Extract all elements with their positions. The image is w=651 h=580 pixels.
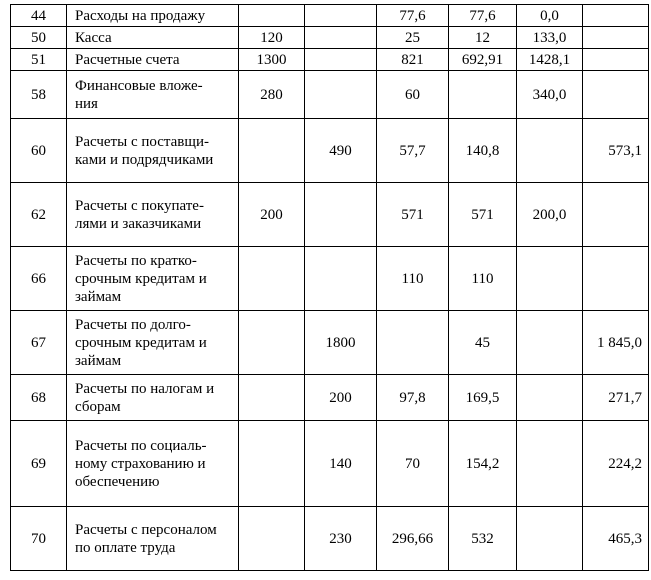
value-cell-c8: 1 845,0	[583, 311, 649, 375]
value-cell-c8: 271,7	[583, 375, 649, 421]
account-name-cell	[67, 311, 239, 375]
account-name-line: Расчеты с персоналом	[75, 521, 217, 538]
account-code-cell: 58	[11, 71, 67, 119]
value-cell-c4	[305, 27, 377, 49]
value-cell-c4	[305, 49, 377, 71]
account-code-cell: 69	[11, 421, 67, 507]
account-name-line: ному страхованию и	[75, 455, 206, 472]
value-cell-c5: 296,66	[377, 507, 449, 571]
value-cell-c6: 45	[449, 311, 517, 375]
account-name-cell	[67, 119, 239, 183]
account-name-line: по оплате труда	[75, 539, 176, 556]
value-cell-c6: 692,91	[449, 49, 517, 71]
table-row	[11, 311, 649, 375]
value-cell-c5: 77,6	[377, 5, 449, 27]
value-cell-c3: 280	[239, 71, 305, 119]
account-name-line: Расчеты по кратко-	[75, 252, 197, 269]
account-name-line: срочным кредитам и	[75, 334, 207, 351]
value-cell-c6: 571	[449, 183, 517, 247]
account-name-cell	[67, 375, 239, 421]
value-cell-c7	[517, 507, 583, 571]
table-body	[11, 5, 649, 571]
account-name-line: Касса	[75, 29, 112, 46]
value-cell-c6: 154,2	[449, 421, 517, 507]
account-code-cell: 60	[11, 119, 67, 183]
value-cell-c7: 0,0	[517, 5, 583, 27]
value-cell-c7	[517, 119, 583, 183]
account-name-cell	[67, 27, 239, 49]
table-row	[11, 49, 649, 71]
value-cell-c3	[239, 375, 305, 421]
value-cell-c7: 133,0	[517, 27, 583, 49]
value-cell-c4: 490	[305, 119, 377, 183]
value-cell-c3: 1300	[239, 49, 305, 71]
account-name-line: лями и заказчиками	[75, 215, 202, 232]
account-name-line: Расчеты по долго-	[75, 316, 191, 333]
account-name-line: срочным кредитам и	[75, 270, 207, 287]
value-cell-c4	[305, 5, 377, 27]
table-row	[11, 5, 649, 27]
value-cell-c3	[239, 507, 305, 571]
account-name-line: Расчеты с покупате-	[75, 197, 204, 214]
value-cell-c7	[517, 375, 583, 421]
account-name-line: Финансовые вложе-	[75, 77, 203, 94]
value-cell-c8	[583, 5, 649, 27]
account-name-line: Расчеты по социаль-	[75, 437, 207, 454]
value-cell-c5	[377, 311, 449, 375]
value-cell-c8: 224,2	[583, 421, 649, 507]
value-cell-c7	[517, 247, 583, 311]
value-cell-c5: 97,8	[377, 375, 449, 421]
value-cell-c5: 70	[377, 421, 449, 507]
account-code-cell: 51	[11, 49, 67, 71]
account-code-cell: 68	[11, 375, 67, 421]
value-cell-c7: 1428,1	[517, 49, 583, 71]
value-cell-c3	[239, 421, 305, 507]
table-row	[11, 119, 649, 183]
table-row	[11, 183, 649, 247]
value-cell-c4: 1800	[305, 311, 377, 375]
value-cell-c6: 12	[449, 27, 517, 49]
account-name-cell	[67, 183, 239, 247]
value-cell-c3: 120	[239, 27, 305, 49]
account-name-cell	[67, 421, 239, 507]
account-name-line: Расчеты по налогам и	[75, 380, 215, 397]
value-cell-c8: 573,1	[583, 119, 649, 183]
account-code-cell: 50	[11, 27, 67, 49]
value-cell-c3	[239, 119, 305, 183]
account-name-line: обеспечению	[75, 473, 160, 490]
account-name-line: займам	[75, 288, 122, 305]
account-name-line: займам	[75, 352, 122, 369]
value-cell-c6: 110	[449, 247, 517, 311]
table-row	[11, 421, 649, 507]
value-cell-c7: 340,0	[517, 71, 583, 119]
value-cell-c5: 57,7	[377, 119, 449, 183]
value-cell-c8	[583, 183, 649, 247]
value-cell-c5: 25	[377, 27, 449, 49]
value-cell-c3	[239, 247, 305, 311]
value-cell-c8	[583, 71, 649, 119]
value-cell-c6: 532	[449, 507, 517, 571]
value-cell-c5: 821	[377, 49, 449, 71]
account-name-line: Расходы на продажу	[75, 7, 206, 24]
account-code-cell: 44	[11, 5, 67, 27]
value-cell-c3	[239, 5, 305, 27]
value-cell-c6	[449, 71, 517, 119]
value-cell-c6: 169,5	[449, 375, 517, 421]
account-name-line: Расчеты с поставщи-	[75, 133, 209, 150]
account-code-cell: 67	[11, 311, 67, 375]
value-cell-c8: 465,3	[583, 507, 649, 571]
account-code-cell: 62	[11, 183, 67, 247]
account-name-cell	[67, 71, 239, 119]
value-cell-c7: 200,0	[517, 183, 583, 247]
account-name-line: сборам	[75, 398, 121, 415]
value-cell-c8	[583, 247, 649, 311]
value-cell-c4: 230	[305, 507, 377, 571]
value-cell-c7	[517, 311, 583, 375]
value-cell-c5: 571	[377, 183, 449, 247]
account-name-line: ками и подрядчиками	[75, 151, 214, 168]
table-row	[11, 27, 649, 49]
account-name-cell	[67, 5, 239, 27]
value-cell-c8	[583, 49, 649, 71]
account-name-line: Расчетные счета	[75, 51, 180, 68]
value-cell-c5: 110	[377, 247, 449, 311]
account-name-line: ния	[75, 95, 98, 112]
value-cell-c4: 200	[305, 375, 377, 421]
account-code-cell: 66	[11, 247, 67, 311]
account-name-cell	[67, 247, 239, 311]
value-cell-c4: 140	[305, 421, 377, 507]
value-cell-c4	[305, 71, 377, 119]
value-cell-c4	[305, 247, 377, 311]
value-cell-c4	[305, 183, 377, 247]
table-row	[11, 71, 649, 119]
value-cell-c6: 77,6	[449, 5, 517, 27]
value-cell-c3	[239, 311, 305, 375]
account-name-cell	[67, 49, 239, 71]
accounts-table	[10, 4, 649, 571]
account-name-cell	[67, 507, 239, 571]
account-code-cell: 70	[11, 507, 67, 571]
value-cell-c7	[517, 421, 583, 507]
value-cell-c3: 200	[239, 183, 305, 247]
table-row	[11, 375, 649, 421]
value-cell-c8	[583, 27, 649, 49]
table-row	[11, 507, 649, 571]
value-cell-c5: 60	[377, 71, 449, 119]
table-row	[11, 247, 649, 311]
value-cell-c6: 140,8	[449, 119, 517, 183]
